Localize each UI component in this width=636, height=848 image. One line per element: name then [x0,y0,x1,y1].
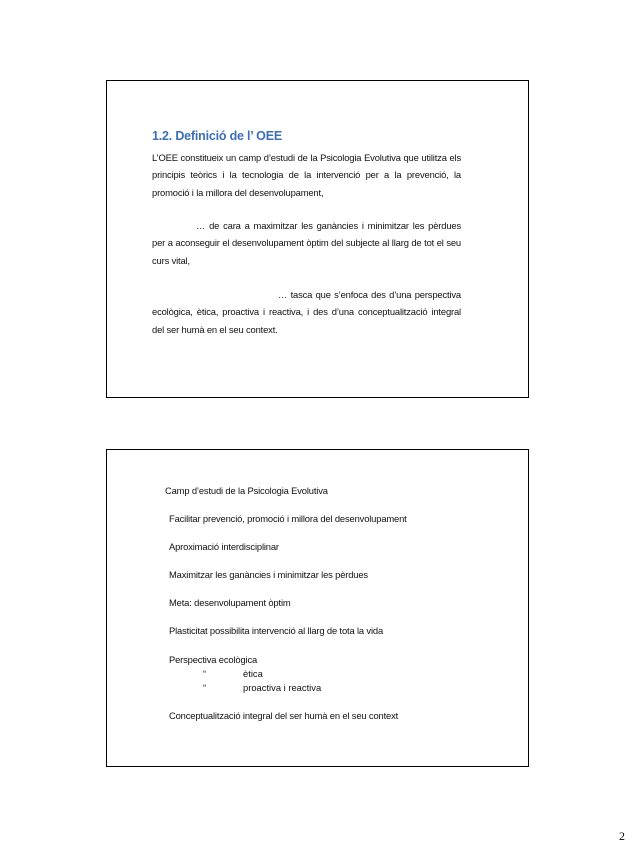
slide-title: 1.2. Definició de l’ OEE [152,129,282,143]
paragraph-perspective: … tasca que s’enfoca des d’una perspectiva ecològica, ètica, proactiva i reactiva, i des d’una conceptualització integral del ser humà en el seu context. [152,289,461,335]
sub-item-text: proactiva i reactiva [243,682,322,693]
summary-item: Meta: desenvolupament òptim [169,597,291,608]
sub-item-mark: “ [203,682,207,693]
slide-definition [106,80,529,398]
paragraph-definition: L’OEE constitueix un camp d’estudi de la Psicologia Evolutiva que utilitza els principis teòrics i la tecnologia de la intervenció per a la prevenció, la promoció i la millora del desenvolupament, [152,152,461,198]
sub-item-text: ètica [243,668,263,679]
summary-item: Aproximació interdisciplinar [169,541,279,552]
slide-summary [106,449,529,767]
summary-item: Perspectiva ecològica [169,654,258,665]
sub-item-mark: “ [203,668,207,679]
summary-item: Conceptualització integral del ser humà en el seu context [169,710,399,721]
summary-item: Facilitar prevenció, promoció i millora del desenvolupament [169,513,407,524]
summary-item: Camp d’estudi de la Psicologia Evolutiva [165,485,328,496]
summary-item: Plasticitat possibilita intervenció al llarg de tota la vida [169,625,384,636]
page-number: 2 [619,829,625,843]
paragraph-goals: … de cara a maximitzar les ganàncies i minimitzar les pèrdues per a aconseguir el desenvolupament òptim del subjecte al llarg de tot el seu curs vital, [152,220,461,266]
summary-item: Maximitzar les ganàncies i minimitzar les pèrdues [169,569,368,580]
